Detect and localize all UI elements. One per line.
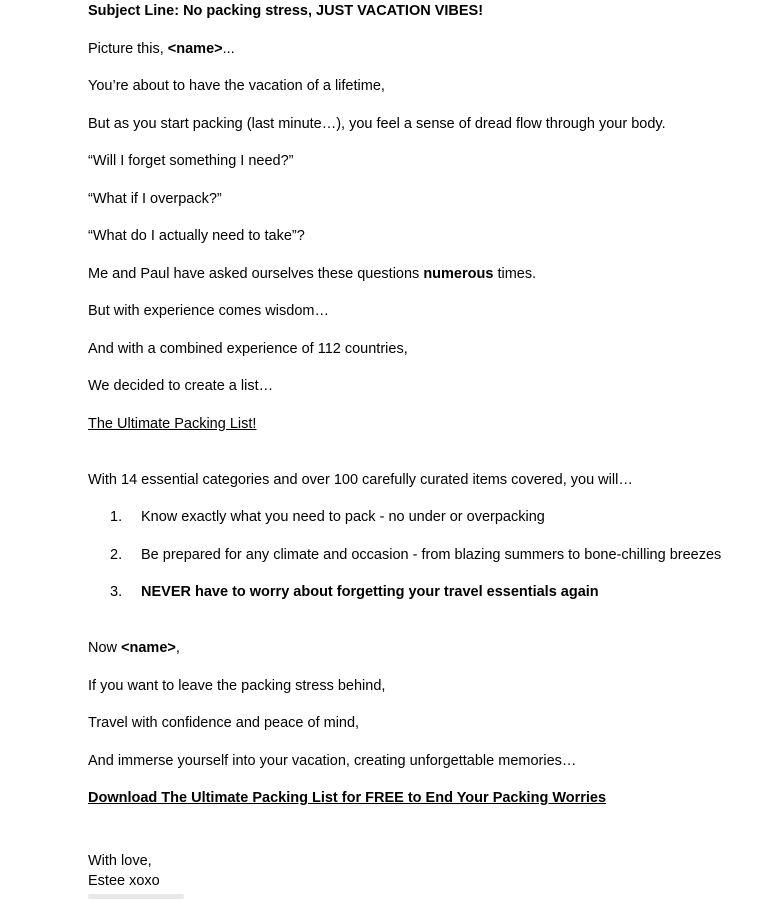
text-segment: Know exactly what you need to pack - no under or overpacking: [141, 509, 545, 525]
link-text[interactable]: The Ultimate Packing List!: [88, 415, 257, 432]
text-segment: Subject Line: No packing stress, JUST VACATION VIBES!: [88, 3, 484, 19]
link-text[interactable]: Download The Ultimate Packing List for FREE to End Your Packing Worries: [88, 790, 607, 806]
list-item: [88, 584, 771, 601]
paragraph: [88, 116, 771, 133]
subject-line: [88, 3, 771, 20]
list-item: [88, 509, 771, 526]
paragraph: [88, 472, 771, 489]
clipped-text-line: [88, 894, 184, 899]
text-segment: numerous: [423, 265, 494, 282]
text-segment: times.: [493, 265, 537, 282]
packing-list-link[interactable]: [88, 416, 771, 433]
text-segment: Travel with confidence and peace of mind,: [88, 715, 360, 731]
text-segment: Now: [88, 640, 122, 656]
text-segment: <name>: [167, 40, 223, 57]
paragraph: [88, 753, 771, 770]
text-segment: With 14 essential categories and over 100 carefully curated items covered, you will…: [88, 471, 633, 488]
text-segment: But as you start packing (last minute…), you feel a sense of dread flow through your body.: [88, 115, 666, 132]
paragraph: [88, 266, 771, 283]
paragraph: [88, 678, 771, 695]
text-segment: ...: [222, 40, 235, 57]
text-segment: Picture this,: [88, 40, 168, 57]
paragraph: [88, 640, 771, 657]
text-segment: <name>: [121, 640, 176, 656]
text-segment: And with a combined experience of 112 countries,: [88, 340, 408, 357]
text-segment: “Will I forget something I need?”: [88, 153, 294, 169]
text-segment: Me and Paul have asked ourselves these questions: [88, 265, 424, 282]
signature-line: Estee xoxo: [88, 873, 160, 889]
list-number: 3.: [110, 584, 123, 600]
document-content: [88, 3, 771, 891]
paragraph: [88, 715, 771, 732]
text-segment: You’re about to have the vacation of a lifetime,: [88, 78, 385, 94]
paragraph: [88, 378, 771, 395]
text-segment: And immerse yourself into your vacation, creating unforgettable memories…: [88, 752, 577, 769]
list-number: 1.: [110, 509, 123, 525]
text-segment: ,: [175, 640, 180, 656]
signature: [88, 851, 771, 891]
paragraph: [88, 228, 771, 245]
paragraph: [88, 153, 771, 170]
text-segment: NEVER have to worry about forgetting your travel essentials again: [141, 584, 599, 600]
list-item: [88, 547, 771, 564]
text-segment: “What do I actually need to take”?: [88, 228, 305, 244]
paragraph: [88, 191, 771, 208]
text-segment: “What if I overpack?”: [88, 190, 222, 207]
paragraph: [88, 341, 771, 358]
text-segment: We decided to create a list…: [88, 378, 274, 394]
paragraph: [88, 41, 771, 58]
text-segment: If you want to leave the packing stress behind,: [88, 677, 386, 694]
text-segment: Be prepared for any climate and occasion - from blazing summers to bone-chilling breezes: [141, 546, 722, 563]
signature-line: With love,: [88, 853, 152, 869]
paragraph: [88, 78, 771, 95]
list-number: 2.: [110, 546, 123, 563]
download-link[interactable]: [88, 790, 771, 807]
text-segment: But with experience comes wisdom…: [88, 303, 329, 319]
paragraph: [88, 303, 771, 320]
